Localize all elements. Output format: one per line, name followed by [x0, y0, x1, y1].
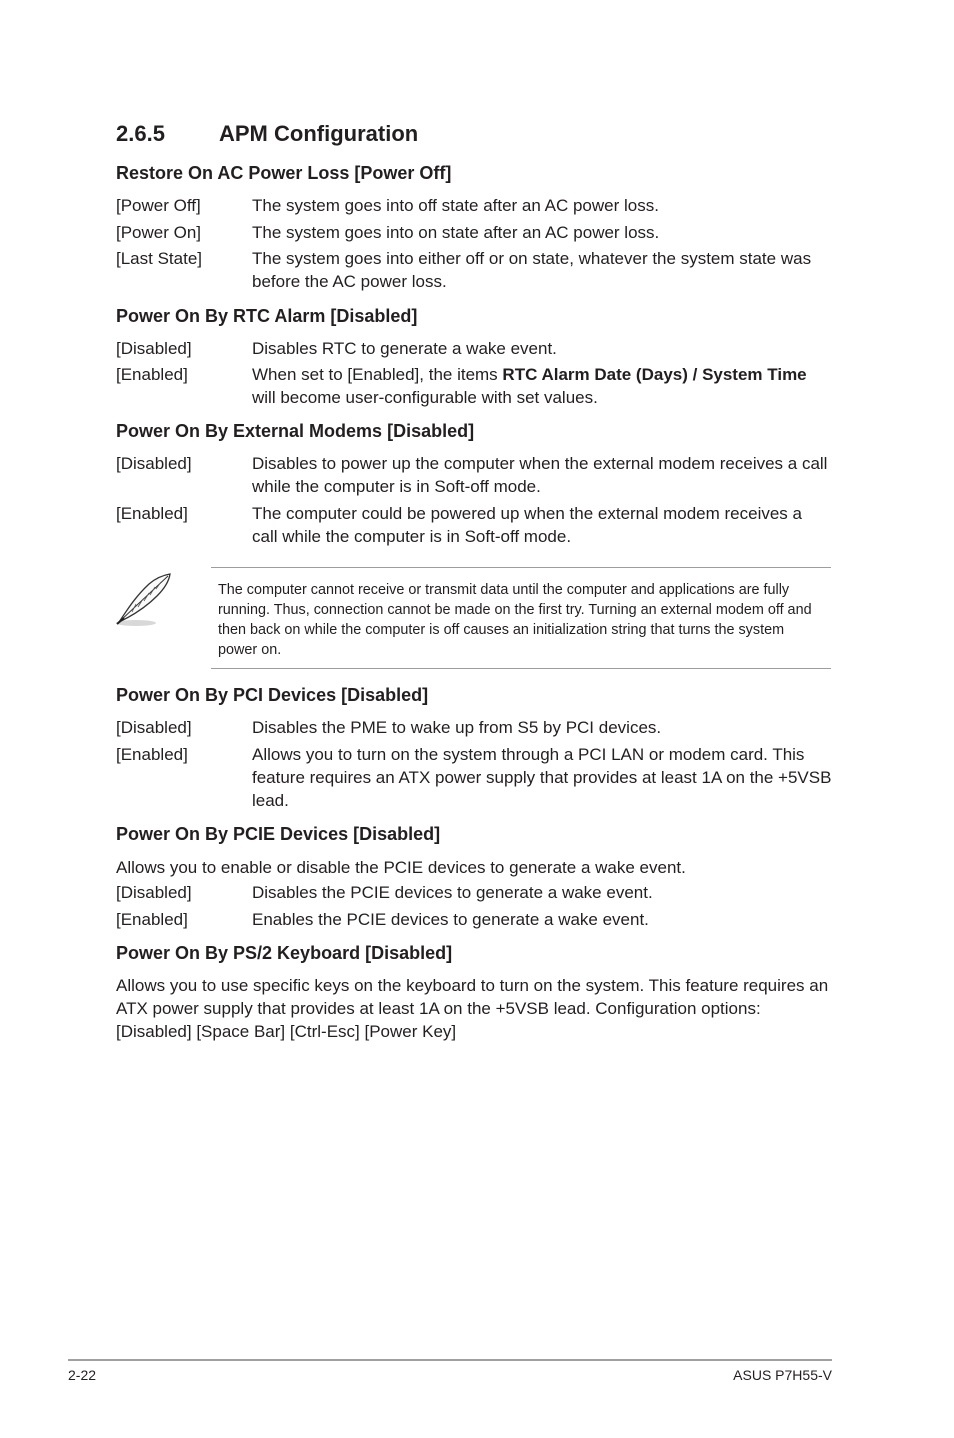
option-key: [Disabled] [116, 454, 192, 473]
page-number: 2-22 [68, 1367, 97, 1383]
option-desc: Allows you to turn on the system through a PCI LAN or modem card. This feature requires an ATX power supply that provides at least 1A on the +5VSB lead. [252, 745, 832, 810]
option-row [116, 194, 832, 217]
option-key: [Enabled] [116, 910, 188, 929]
section-number: 2.6.5 [116, 121, 165, 146]
option-desc: Disables RTC to generate a wake event. [252, 339, 557, 358]
option-row [116, 502, 832, 548]
option-desc: The computer could be powered up when the external modem receives a call while the computer is in Soft-off mode. [252, 504, 802, 546]
section-title [116, 121, 418, 147]
note-box [211, 567, 831, 669]
rtc-enabled-post: will become user-configurable with set values. [252, 388, 598, 407]
option-row [116, 363, 832, 409]
option-key: [Power On] [116, 223, 202, 242]
section-title-text: APM Configuration [219, 121, 419, 146]
ext-modems-heading: Power On By External Modems [Disabled] [116, 421, 475, 441]
restore-ac-heading: Restore On AC Power Loss [Power Off] [116, 163, 452, 183]
ps2-text: Allows you to use specific keys on the keyboard to turn on the system. This feature requires an ATX power supply that provides at least 1A on the +5VSB lead. Configuration options: [Disabled] [Space Bar] [Ctrl-Esc] [Power Key] [116, 976, 829, 1041]
option-desc: Disables the PME to wake up from S5 by PCI devices. [252, 718, 662, 737]
option-desc: The system goes into off state after an AC power loss. [252, 196, 659, 215]
option-key: [Power Off] [116, 196, 201, 215]
feather-pen-note-icon [114, 572, 172, 630]
footer-divider [68, 1359, 832, 1361]
product-name: ASUS P7H55-V [733, 1367, 832, 1383]
option-key: [Last State] [116, 249, 202, 268]
pci-heading: Power On By PCI Devices [Disabled] [116, 685, 429, 705]
option-row [116, 452, 832, 498]
option-row [116, 743, 832, 812]
option-row [116, 247, 832, 293]
option-desc: The system goes into on state after an AC power loss. [252, 223, 660, 242]
option-desc [252, 363, 832, 409]
option-row [116, 716, 832, 739]
option-key: [Disabled] [116, 883, 192, 902]
option-row [116, 221, 832, 244]
rtc-enabled-bold: RTC Alarm Date (Days) / System Time [502, 365, 807, 384]
option-desc: Disables to power up the computer when the external modem receives a call while the computer is in Soft-off mode. [252, 454, 828, 496]
option-row [116, 337, 832, 360]
option-row [116, 908, 832, 931]
rtc-enabled-pre: When set to [Enabled], the items [252, 365, 503, 384]
option-desc: The system goes into either off or on state, whatever the system state was before the AC power loss. [252, 249, 812, 291]
option-desc: Enables the PCIE devices to generate a wake event. [252, 910, 649, 929]
option-key: [Disabled] [116, 718, 192, 737]
note-text: The computer cannot receive or transmit data until the computer and applications are fully running. Thus, connection cannot be made on the first try. Turning an external modem off and then back on while the computer is off causes an initialization string that turns the system power on. [218, 582, 812, 658]
ps2-heading: Power On By PS/2 Keyboard [Disabled] [116, 943, 453, 963]
option-desc: Disables the PCIE devices to generate a wake event. [252, 883, 653, 902]
pcie-intro: Allows you to enable or disable the PCIE devices to generate a wake event. [116, 858, 686, 877]
option-key: [Disabled] [116, 339, 192, 358]
option-row [116, 881, 832, 904]
option-key: [Enabled] [116, 745, 188, 764]
pcie-heading: Power On By PCIE Devices [Disabled] [116, 824, 441, 844]
option-key: [Enabled] [116, 365, 188, 384]
option-key: [Enabled] [116, 504, 188, 523]
rtc-alarm-heading: Power On By RTC Alarm [Disabled] [116, 306, 418, 326]
